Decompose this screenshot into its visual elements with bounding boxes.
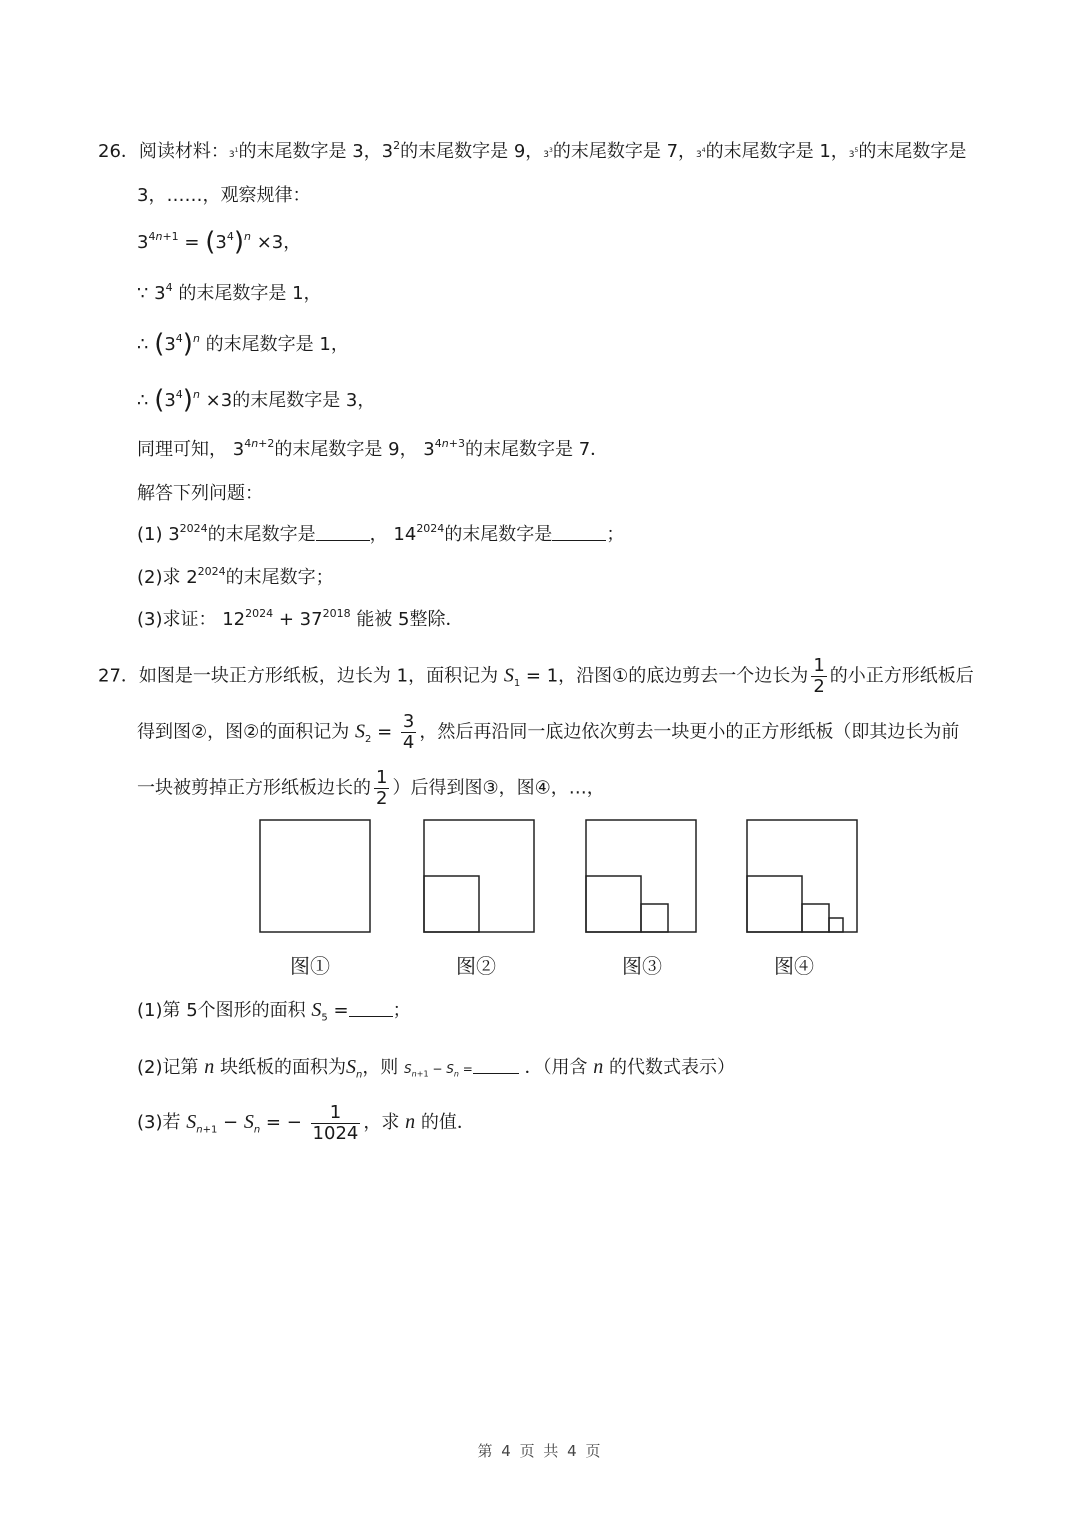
q27-part2: (2)记第 n 块纸板的面积为$S_n$，则 $S_{n+1} - S_n$ = ．（用含 n 的代数式表示） — [137, 1056, 736, 1081]
fraction-one-over-1024: $\frac{1}{1024}$ — [312, 1101, 359, 1144]
q26-line1: 26．阅读材料：$3^1$的末尾数字是 3，$3^2$的末尾数字是 9，$3^3$的末尾数字是 7，$3^4$的末尾数字是 1，$3^5$的末尾数字是 — [98, 139, 967, 162]
figure-1-caption: 图① — [290, 956, 330, 978]
q27-part3: (3)若 $S_{n+1} - S_n$ = − $\frac{1}{1024}$ ，求 n 的值． — [137, 1101, 475, 1144]
figure-4-caption: 图④ — [774, 956, 814, 978]
figure-1-square — [258, 818, 376, 938]
page-footer: 第 4 页 共 4 页 — [477, 1442, 603, 1460]
answer-blank[interactable] — [473, 1057, 519, 1074]
q26-line2: 3，……，观察规律： — [137, 185, 311, 206]
figure-2-caption: 图② — [456, 956, 496, 978]
q26-therefore-2: ∴ $(3^4)^n \times 3$的末尾数字是 3， — [137, 385, 376, 415]
answer-blank[interactable] — [349, 1000, 393, 1017]
fraction-three-quarters: $\frac{3}{4}$ — [402, 711, 415, 753]
q26-similar: 同理可知， $3^{4n+2}$的末尾数字是 9， $3^{4n+3}$的末尾数字是 7． — [137, 437, 609, 460]
q27-line3: 一块被剪掉正方形纸板边长的 $\frac{1}{2}$ ）后得到图③，图④，…， — [137, 767, 605, 809]
figure-3-caption: 图③ — [622, 956, 662, 978]
figure-2-square — [422, 818, 540, 938]
fraction-one-half: $\frac{1}{2}$ — [813, 655, 825, 697]
q27-part1: (1)第 5个图形的面积 $S_5$ = ； — [137, 999, 411, 1024]
answer-blank[interactable] — [552, 524, 606, 541]
figure-3-square — [584, 818, 702, 938]
q26-therefore-1: ∴ $(3^4)^n$ 的末尾数字是 1， — [137, 329, 349, 359]
fraction-one-half: $\frac{1}{2}$ — [376, 767, 388, 809]
q26-number: 26 — [98, 141, 121, 162]
figure-4-square — [745, 818, 863, 938]
q26-part3: (3)求证： $12^{2024} + 37^{2018}$ 能被 5整除． — [137, 607, 464, 630]
answer-blank[interactable] — [316, 524, 370, 541]
q26-rule-equation: $3^{4n+1} = (3^4)^n \times 3$， — [137, 227, 302, 257]
q26-because: ∵ $3^4$ 的末尾数字是 1， — [137, 281, 322, 304]
q27-line2: 得到图②，图②的面积记为 $S_2$ = $\frac{3}{4}$ ，然后再沿同一底边依次剪去一块更小的正方形纸板（即其边长为前 — [137, 711, 960, 753]
q27-number: 27 — [98, 665, 121, 687]
q26-part1: (1) $3^{2024}$的末尾数字是 ， $14^{2024}$的末尾数字是 ； — [137, 522, 625, 545]
q27-line1: 27．如图是一块正方形纸板，边长为 1，面积记为 $S_1 = 1$，沿图①的底边剪去一个边长为 $\frac{1}{2}$ 的小正方形纸板后 — [98, 655, 974, 697]
q26-part2: (2)求 $2^{2024}$的末尾数字； — [137, 565, 334, 588]
q26-answer-header: 解答下列问题： — [137, 483, 263, 504]
